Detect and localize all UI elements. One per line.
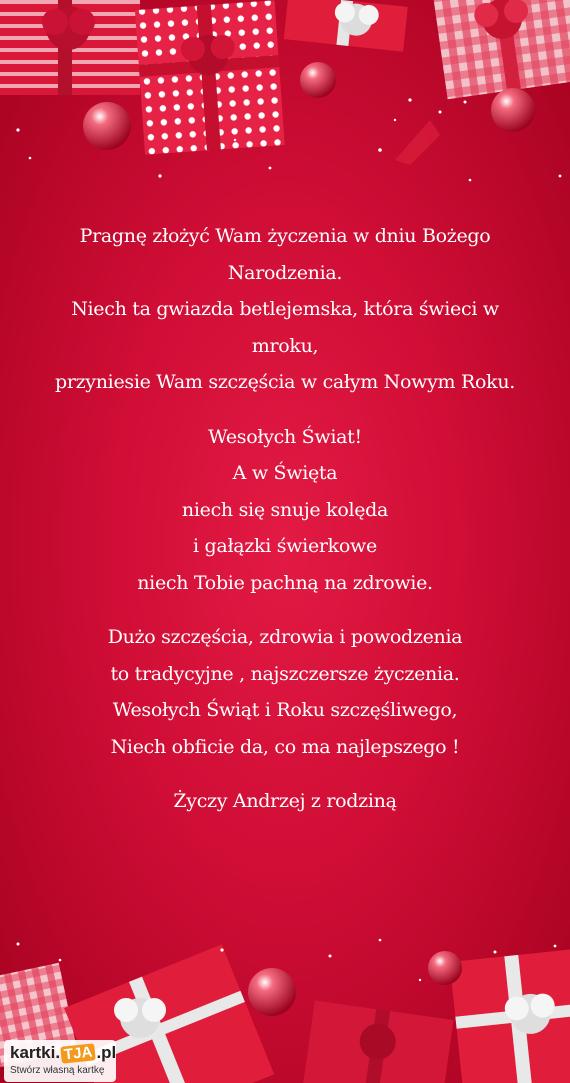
christmas-ornament-icon	[248, 968, 296, 1016]
greeting-line: Dużo szczęścia, zdrowia i powodzenia	[107, 626, 463, 648]
gift-box-icon	[434, 0, 570, 99]
greeting-line: Narodzenia.	[227, 261, 343, 284]
greeting-line: Niech obficie da, co ma najlepszego !	[110, 735, 460, 758]
greeting-line: przyniesie Wam szczęścia w całym Nowym Roku.	[54, 371, 516, 393]
greeting-line: Pragnę złożyć Wam życzenia w dniu Bożego	[79, 225, 491, 247]
greeting-line: Wesołych Świat!	[208, 425, 362, 448]
gift-box-icon	[0, 0, 140, 95]
greeting-line: Wesołych Świąt i Roku szczęśliwego,	[112, 699, 458, 721]
greeting-line: mroku,	[251, 334, 319, 357]
greeting-line: to tradycyjne , najszczersze życzenia.	[110, 662, 460, 685]
greeting-line: A w Święta	[232, 462, 338, 484]
logo-tagline: Stwórz własną kartkę	[10, 1065, 105, 1076]
christmas-ornament-icon	[83, 102, 131, 150]
greeting-line: niech Tobie pachną na zdrowie.	[137, 571, 433, 594]
logo-brand: kartki. TJA .pl	[10, 1043, 117, 1064]
kartki-logo[interactable]	[4, 1040, 116, 1082]
gift-box-icon	[450, 949, 570, 1083]
greeting-text	[20, 218, 550, 820]
christmas-ornament-icon	[491, 88, 535, 132]
greeting-line: niech się snuje kolęda	[181, 498, 389, 521]
christmas-ornament-icon	[300, 62, 336, 98]
greeting-line: Niech ta gwiazda betlejemska, która świeci w	[71, 298, 499, 320]
gift-box-icon	[135, 0, 285, 154]
top-gifts-decoration	[0, 0, 570, 200]
gift-box-icon	[284, 0, 408, 52]
gift-box-icon	[301, 1001, 454, 1083]
signature-line: Życzy Andrzej z rodziną	[173, 790, 397, 812]
greeting-line: i gałązki świerkowe	[193, 535, 377, 557]
christmas-ornament-icon	[428, 951, 462, 985]
